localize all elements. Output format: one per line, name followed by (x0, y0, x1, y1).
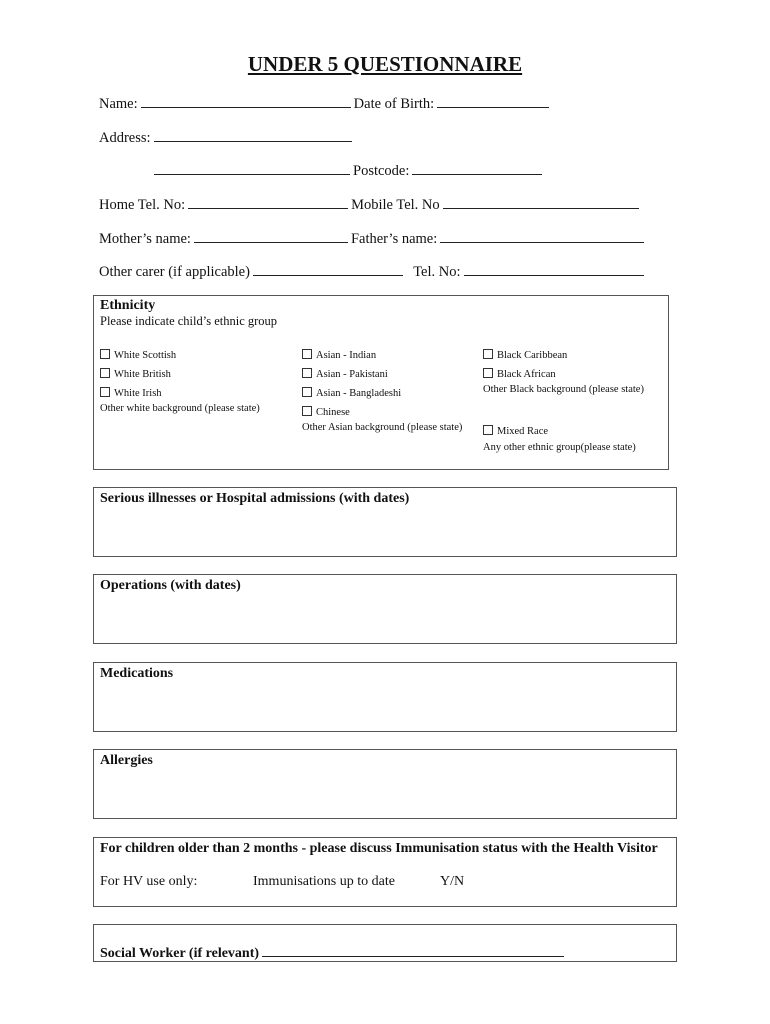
other-black-label: Other Black background (please state) (483, 384, 644, 395)
option-asian-bangladeshi[interactable]: Asian - Bangladeshi (302, 387, 401, 400)
mother-field[interactable] (194, 229, 348, 243)
illnesses-box[interactable] (93, 487, 677, 557)
hv-use-label: For HV use only: (100, 874, 198, 889)
option-white-scottish[interactable]: White Scottish (100, 349, 176, 362)
tel-field[interactable] (464, 262, 644, 276)
name-field[interactable] (141, 94, 351, 108)
mobile-tel-field[interactable] (443, 195, 639, 209)
other-carer-label: Other carer (if applicable) (99, 264, 250, 280)
allergies-box[interactable] (93, 749, 677, 819)
mother-label: Mother’s name: (99, 231, 191, 247)
ethnicity-heading: Ethnicity (100, 298, 156, 313)
postcode-row (151, 161, 545, 180)
checkbox-icon[interactable] (483, 349, 493, 359)
postcode-label: Postcode: (353, 163, 410, 179)
mobile-tel-label: Mobile Tel. No (351, 197, 440, 213)
parents-row (99, 229, 647, 248)
carer-row (99, 262, 647, 281)
ethnicity-instruction: Please indicate child’s ethnic group (100, 314, 278, 328)
yn-field[interactable]: Y/N (440, 874, 465, 889)
option-white-british[interactable]: White British (100, 368, 171, 381)
option-mixed-race[interactable]: Mixed Race (483, 425, 548, 438)
immunisation-heading: For children older than 2 months - please discuss Immunisation status with the Health Visitor (100, 841, 658, 856)
operations-box[interactable] (93, 574, 677, 644)
option-black-african[interactable]: Black African (483, 368, 556, 381)
other-asian-label: Other Asian background (please state) (302, 422, 463, 433)
allergies-heading: Allergies (100, 753, 153, 768)
address-label: Address: (99, 130, 151, 146)
home-tel-field[interactable] (188, 195, 348, 209)
address-row (99, 128, 355, 147)
father-field[interactable] (440, 229, 644, 243)
option-black-caribbean[interactable]: Black Caribbean (483, 349, 567, 362)
immunisation-box (93, 837, 677, 907)
checkbox-icon[interactable] (100, 387, 110, 397)
social-worker-row (100, 943, 567, 962)
tel-label: Tel. No: (413, 264, 461, 280)
social-worker-box (93, 924, 677, 962)
checkbox-icon[interactable] (302, 406, 312, 416)
social-worker-label: Social Worker (if relevant) (100, 946, 260, 961)
immunisations-label: Immunisations up to date (253, 874, 395, 889)
checkbox-icon[interactable] (483, 368, 493, 378)
operations-heading: Operations (with dates) (100, 578, 241, 593)
page-title: UNDER 5 QUESTIONNAIRE (247, 52, 523, 76)
option-white-irish[interactable]: White Irish (100, 387, 162, 400)
name-row (99, 94, 552, 113)
ethnicity-box (93, 295, 669, 470)
option-asian-indian[interactable]: Asian - Indian (302, 349, 376, 362)
father-label: Father’s name: (350, 231, 438, 247)
address-field-1[interactable] (154, 128, 352, 142)
medications-heading: Medications (100, 666, 174, 681)
medications-box[interactable] (93, 662, 677, 732)
checkbox-icon[interactable] (302, 349, 312, 359)
phone-row (99, 195, 642, 214)
home-tel-label: Home Tel. No: (99, 197, 186, 213)
illnesses-heading: Serious illnesses or Hospital admissions (with dates) (100, 491, 410, 506)
checkbox-icon[interactable] (483, 425, 493, 435)
name-label: Name: (99, 96, 138, 112)
other-white-label: Other white background (please state) (100, 403, 260, 414)
dob-label: Date of Birth: (353, 96, 435, 112)
option-chinese[interactable]: Chinese (302, 406, 350, 419)
social-worker-field[interactable] (262, 943, 564, 957)
postcode-field[interactable] (412, 161, 542, 175)
any-other-ethnic-label: Any other ethnic group(please state) (483, 442, 636, 453)
checkbox-icon[interactable] (302, 368, 312, 378)
checkbox-icon[interactable] (100, 368, 110, 378)
address-field-2[interactable] (154, 161, 350, 175)
checkbox-icon[interactable] (100, 349, 110, 359)
dob-field[interactable] (437, 94, 549, 108)
checkbox-icon[interactable] (302, 387, 312, 397)
option-asian-pakistani[interactable]: Asian - Pakistani (302, 368, 388, 381)
other-carer-field[interactable] (253, 262, 403, 276)
